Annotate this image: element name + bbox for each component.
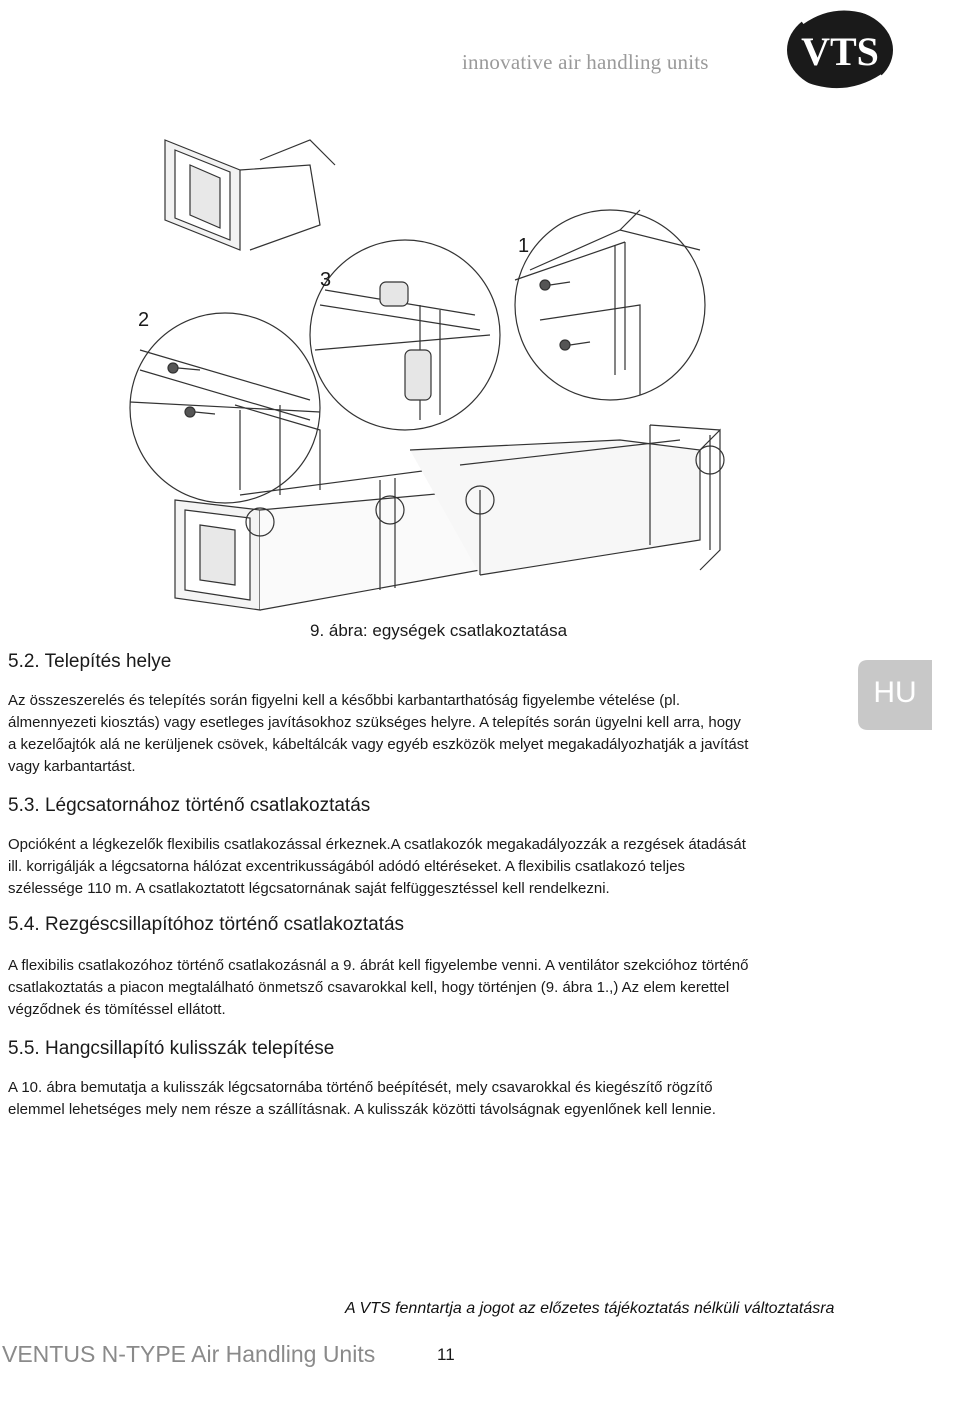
section-heading-5-3: 5.3. Légcsatornához történő csatlakoztatás bbox=[8, 795, 371, 816]
language-badge-label: HU bbox=[873, 676, 917, 709]
footer-title: VENTUS N-TYPE Air Handling Units bbox=[2, 1341, 376, 1367]
logo-text: VTS bbox=[801, 29, 879, 74]
section-heading-5-5: 5.5. Hangcsillapító kulisszák telepítése bbox=[8, 1038, 335, 1059]
section-body-5-2 bbox=[8, 690, 878, 778]
text-line: szélessége 110 m. A csatlakoztatott légcsatornának saját felfüggesztéssel kell rendelkezni. bbox=[8, 880, 610, 897]
section-body-5-4 bbox=[8, 955, 878, 1021]
section-heading-5-2: 5.2. Telepítés helye bbox=[8, 651, 172, 672]
text-line: Opcióként a légkezelők flexibilis csatlakozással érkeznek.A csatlakozók megakadályozzák a rezgések átadását bbox=[8, 836, 746, 853]
section-heading-5-4: 5.4. Rezgéscsillapítóhoz történő csatlakoztatás bbox=[8, 914, 405, 935]
figure-caption: 9. ábra: egységek csatlakoztatása bbox=[310, 621, 568, 640]
text-line: A 10. ábra bemutatja a kulisszák légcsatornába történő beépítését, mely csavarokkal és kiegészítő rögzítő bbox=[8, 1079, 713, 1096]
section-body-5-5 bbox=[8, 1077, 878, 1121]
callout-3: 3 bbox=[320, 269, 332, 291]
text-line: A flexibilis csatlakozóhoz történő csatlakozásnál a 9. ábrát kell figyelembe venni. A ventilátor szekcióhoz történő bbox=[8, 957, 749, 974]
text-line: elemmel lehetséges mely nem része a szállításnak. A kulisszák közötti távolságnak egyenlőnek kell lennie. bbox=[8, 1101, 716, 1118]
footer-disclaimer: A VTS fenntartja a jogot az előzetes tájékoztatás nélküli változtatásra bbox=[345, 1300, 835, 1317]
page-number: 11 bbox=[437, 1345, 455, 1364]
text-line: ill. korrigálják a légcsatorna hálózat excentrikusságából adódó eltéréseket. A flexibilis csatlakozó teljes bbox=[8, 858, 686, 875]
text-line: a kezelőajtók alá ne kerüljenek csövek, kábeltálcák vagy egyéb eszközök melyet megakadályozhatják a javítást bbox=[8, 736, 749, 753]
unit-connection-drawing bbox=[120, 130, 880, 620]
callout-2: 2 bbox=[138, 309, 150, 331]
callout-1: 1 bbox=[518, 235, 530, 257]
detail-circle-2 bbox=[130, 313, 320, 503]
detail-circle-1 bbox=[515, 210, 705, 400]
vts-logo bbox=[782, 2, 898, 94]
text-line: vagy karbantartást. bbox=[8, 758, 136, 775]
text-line: Az összeszerelés és telepítés során figyelni kell a későbbi karbantarthatóság figyelembe vételése (pl. bbox=[8, 692, 681, 709]
text-line: csatlakoztatás a piacon megtalálható önmetsző csavarokkal kell, hogy történjen (9. ábra 1.,) Az elem kerettel bbox=[8, 979, 730, 996]
detail-circle-3 bbox=[310, 240, 500, 430]
header-tagline: innovative air handling units bbox=[462, 50, 709, 74]
duct-flange-top bbox=[165, 140, 335, 250]
text-line: végződnek és tömítéssel ellátott. bbox=[8, 1001, 226, 1018]
section-body-5-3 bbox=[8, 834, 878, 900]
text-line: álmennyezeti kiosztás) vagy esetleges javításokhoz szükséges helyre. A telepítés során ügyelni kell arra, hogy bbox=[8, 714, 741, 731]
